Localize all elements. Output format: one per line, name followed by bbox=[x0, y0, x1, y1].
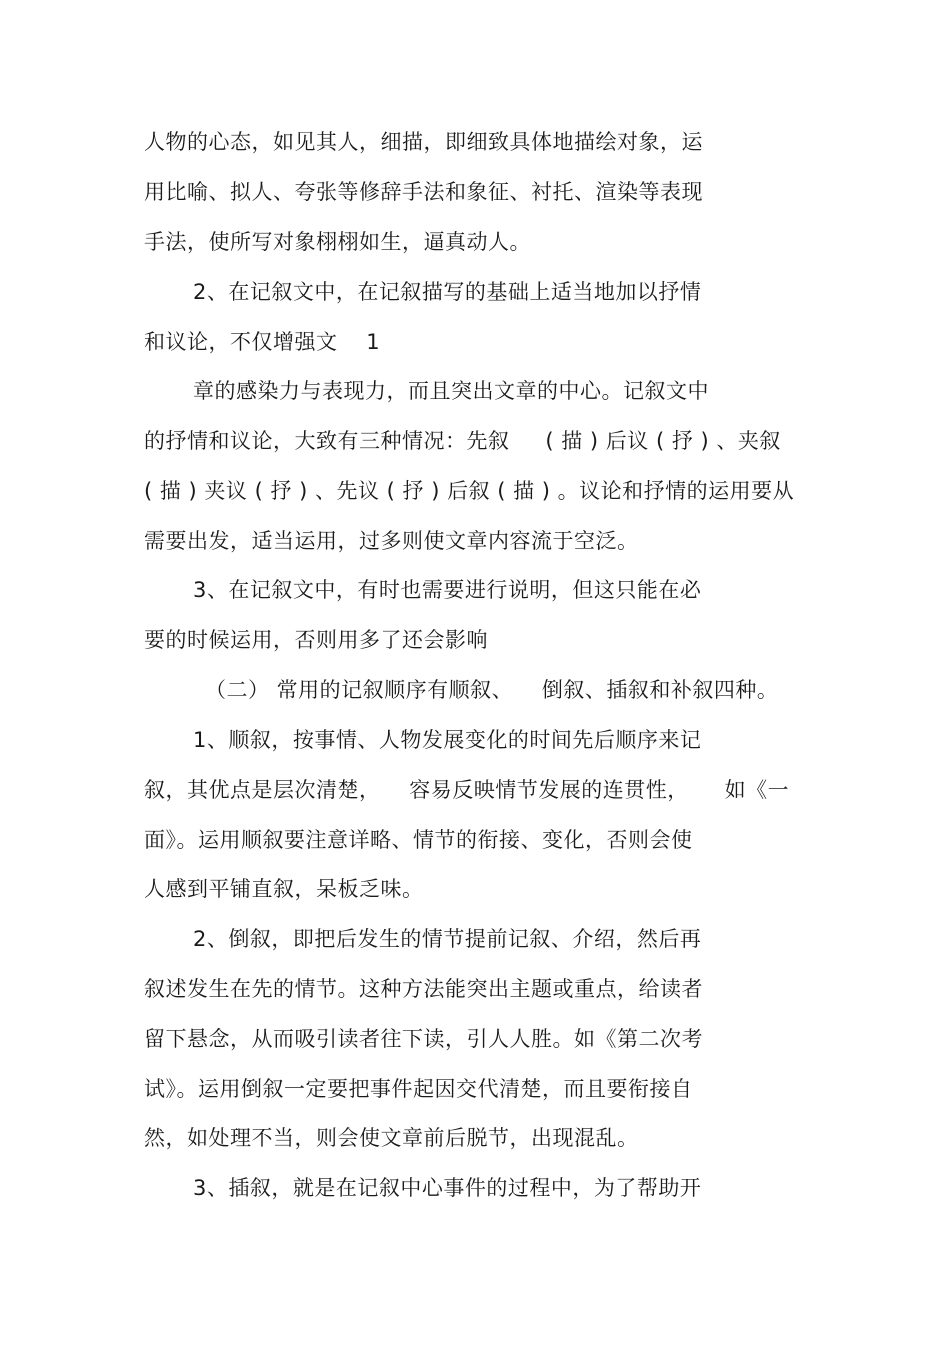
text-line: 然，如处理不当，则会使文章前后脱节，出现混乱。 bbox=[144, 1126, 639, 1150]
text-line: 章的感染力与表现力，而且突出文章的中心。记叙文中 bbox=[193, 379, 709, 403]
text-line: 用比喻、拟人、夸张等修辞手法和象征、衬托、渲染等表现 bbox=[144, 180, 703, 204]
text-line: 人物的心态，如见其人，细描，即细致具体地描绘对象，运 bbox=[144, 130, 703, 154]
text-line: 面》。运用顺叙要注意详略、情节的衔接、变化，否则会使 bbox=[144, 828, 693, 852]
text-line: 人感到平铺直叙，呆板乏味。 bbox=[144, 877, 424, 901]
text-line: 2、在记叙文中，在记叙描写的基础上适当地加以抒情 bbox=[193, 280, 702, 304]
text-line: 留下悬念，从而吸引读者往下读，引人人胜。如《第二次考 bbox=[144, 1027, 703, 1051]
text-line: 要的时候运用，否则用多了还会影响 bbox=[144, 628, 488, 652]
text-line: 需要出发，适当运用，过多则使文章内容流于空泛。 bbox=[144, 529, 639, 553]
text-line: 的抒情和议论，大致有三种情况：先叙 ( 描 ) 后议 ( 抒 ) 、夹叙 bbox=[144, 429, 781, 453]
text-line: 1、顺叙，按事情、人物发展变化的时间先后顺序来记 bbox=[193, 728, 702, 752]
text-line: 叙述发生在先的情节。这种方法能突出主题或重点，给读者 bbox=[144, 977, 703, 1001]
text-line: 叙，其优点是层次清楚， 容易反映情节发展的连贯性， 如《一 bbox=[144, 778, 790, 802]
text-line: 3、在记叙文中，有时也需要进行说明，但这只能在必 bbox=[193, 578, 702, 602]
text-line: 和议论，不仅增强文 1 bbox=[144, 330, 381, 354]
text-line: 手法，使所写对象栩栩如生，逼真动人。 bbox=[144, 230, 531, 254]
text-line: 2、倒叙，即把后发生的情节提前记叙、介绍，然后再 bbox=[193, 927, 702, 951]
text-line: ( 描 ) 夹议 ( 抒 ) 、先议 ( 抒 ) 后叙 ( 描 ) 。议论和抒情的运用要从 bbox=[144, 479, 795, 503]
text-line: 试》。运用倒叙一定要把事件起因交代清楚，而且要衔接自 bbox=[144, 1077, 693, 1101]
section-heading: （二） 常用的记叙顺序有顺叙、 倒叙、插叙和补叙四种。 bbox=[205, 678, 779, 702]
text-line: 3、插叙，就是在记叙中心事件的过程中，为了帮助开 bbox=[193, 1176, 702, 1200]
